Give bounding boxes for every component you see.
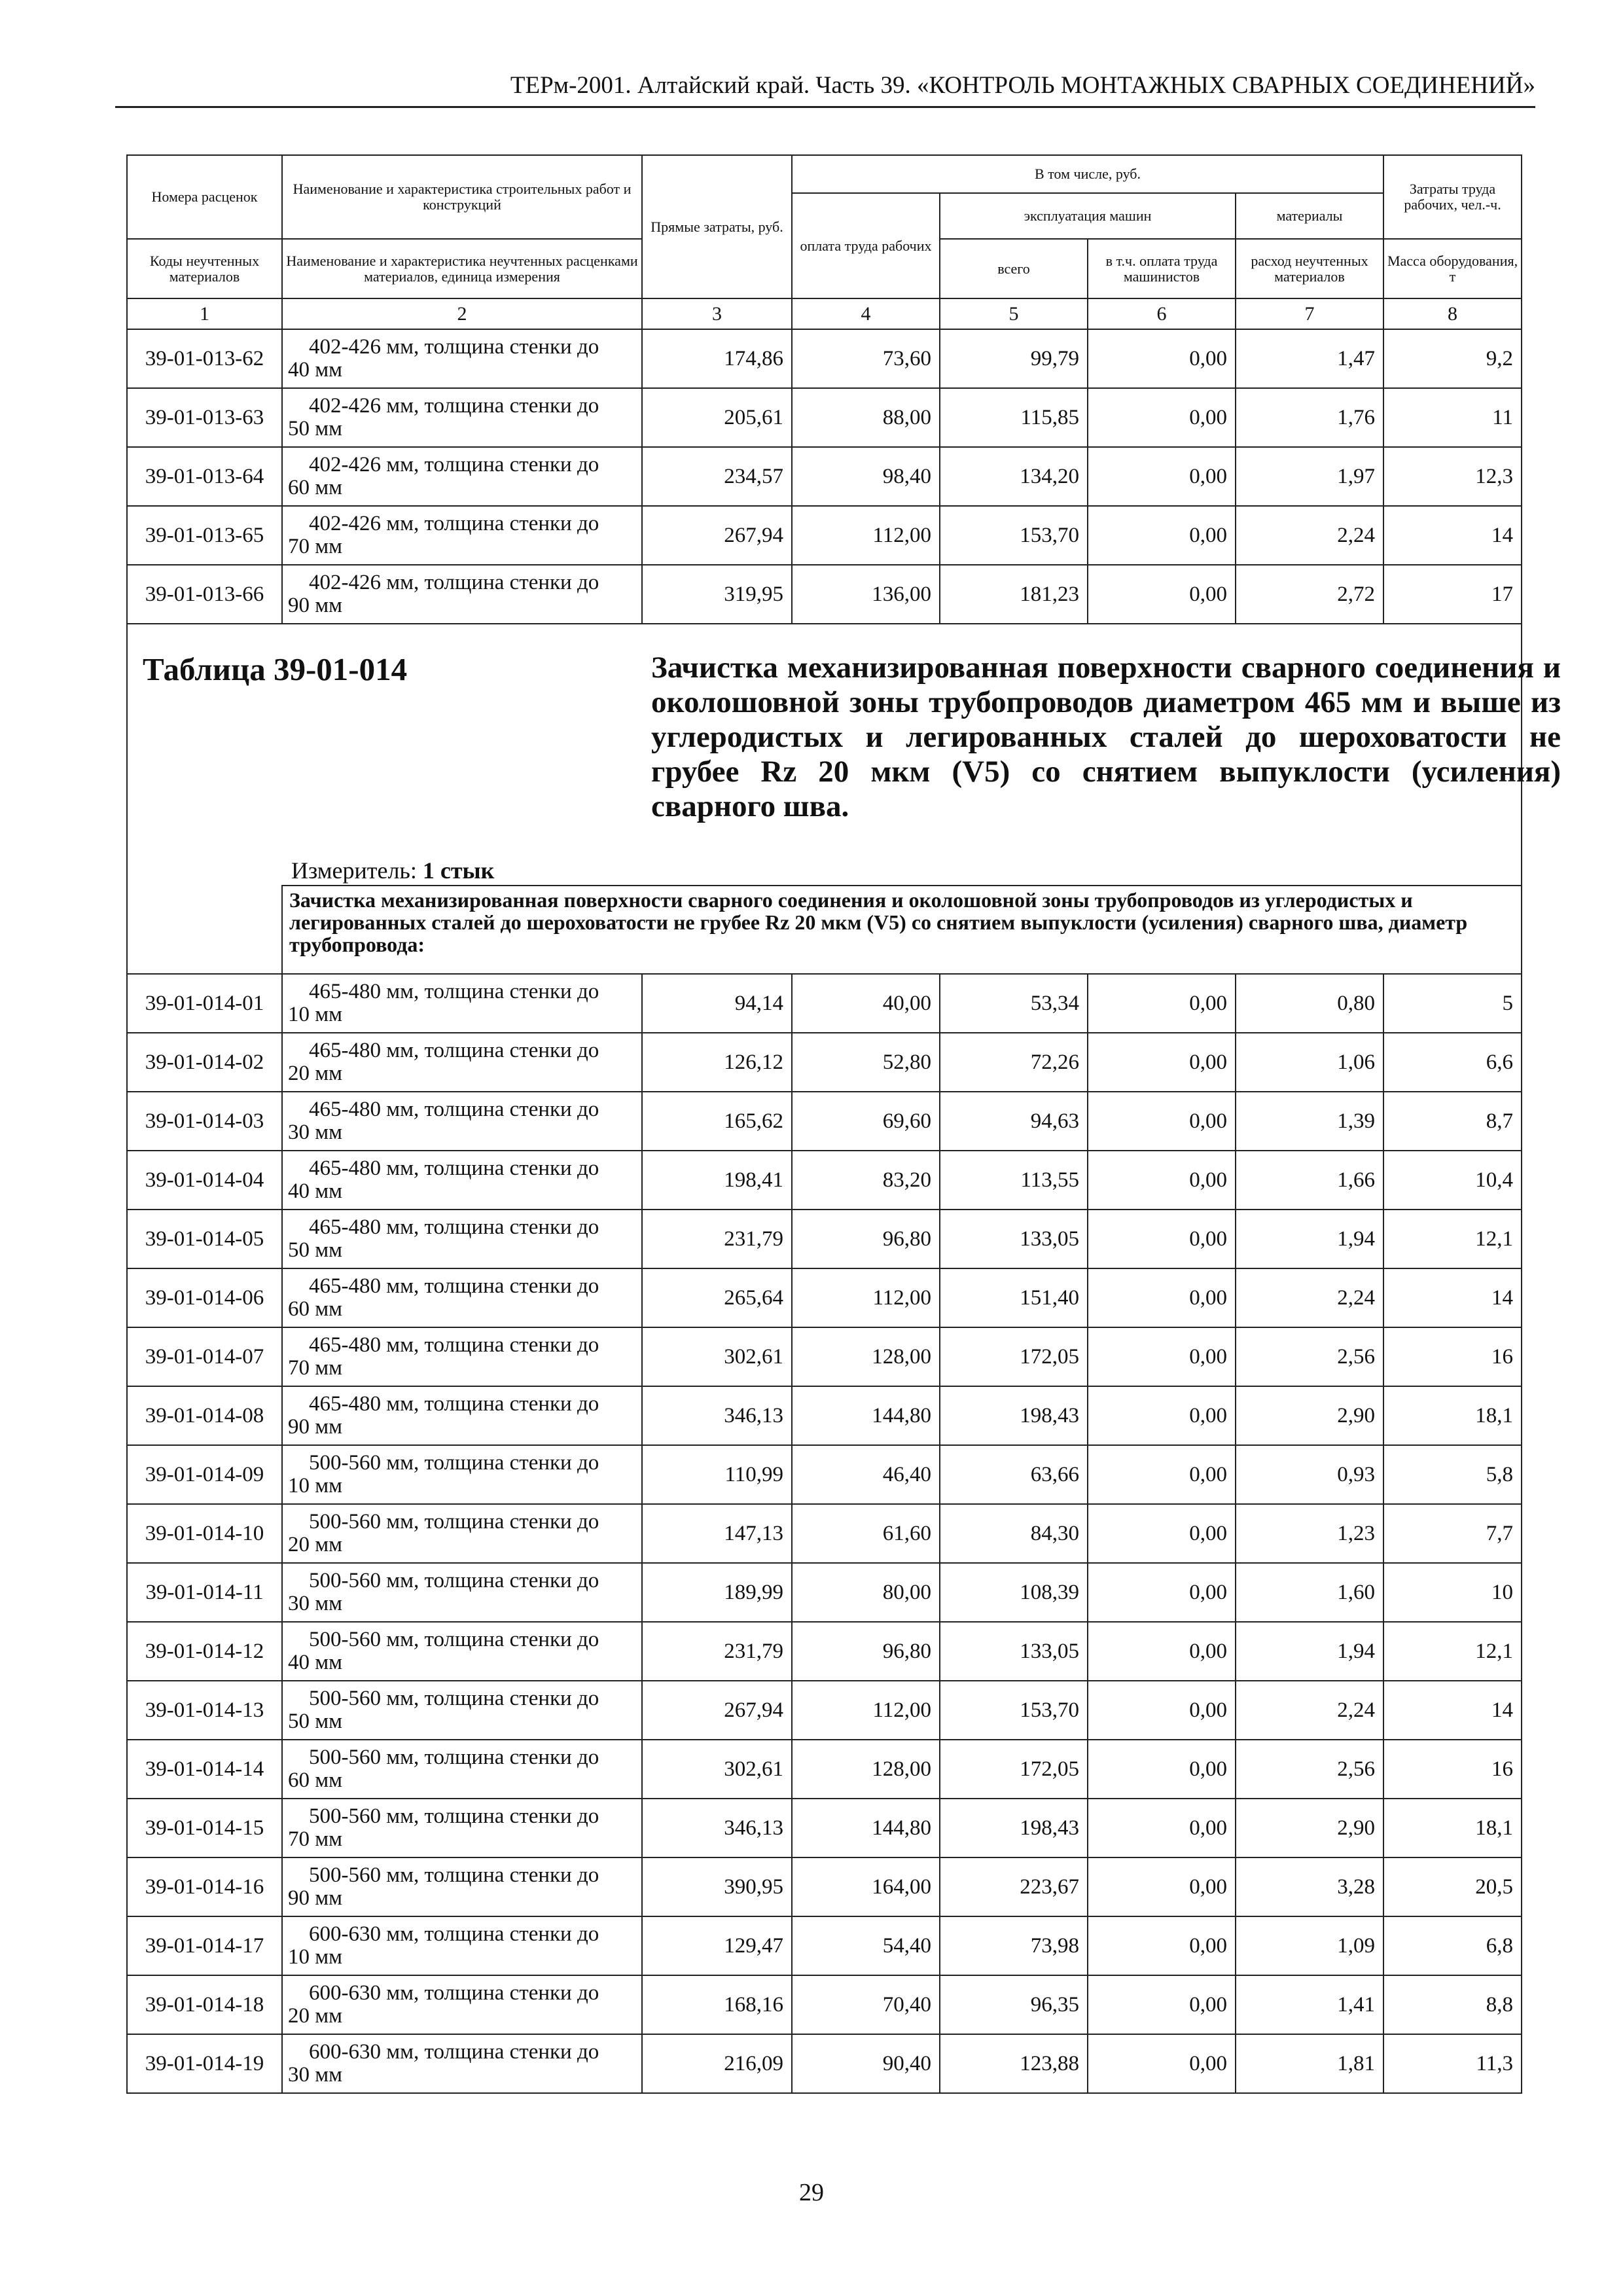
- materials-value: 2,56: [1236, 1327, 1383, 1386]
- labor-value: 7,7: [1383, 1504, 1522, 1563]
- worker-pay-value: 61,60: [792, 1504, 940, 1563]
- rates-table: [126, 154, 1561, 2094]
- materials-value: 1,41: [1236, 1975, 1383, 2034]
- worker-pay-value: 96,80: [792, 1210, 940, 1268]
- worker-pay-value: 112,00: [792, 1268, 940, 1327]
- table-row: [127, 1386, 1522, 1445]
- description-line: 600-630 мм, толщина стенки до: [309, 1981, 599, 2005]
- machine-total-value: 133,05: [940, 1622, 1088, 1681]
- operator-pay-value: 0,00: [1088, 565, 1236, 624]
- header-labor-costs: Затраты труда рабочих, чел.-ч.: [1383, 155, 1522, 239]
- work-description: [282, 1916, 642, 1975]
- direct-costs-value: 165,62: [642, 1092, 792, 1151]
- header-operator-pay: в т.ч. оплата труда машинистов: [1088, 239, 1236, 298]
- operator-pay-value: 0,00: [1088, 1740, 1236, 1799]
- operator-pay-value: 0,00: [1088, 1327, 1236, 1386]
- table-label: Таблица 39-01-014: [143, 651, 408, 687]
- materials-value: 1,47: [1236, 329, 1383, 388]
- materials-value: 2,24: [1236, 506, 1383, 565]
- machine-total-value: 181,23: [940, 565, 1088, 624]
- machine-total-value: 223,67: [940, 1857, 1088, 1916]
- table-row: [127, 565, 1522, 624]
- table-row: [127, 329, 1522, 388]
- table-row: [127, 1504, 1522, 1563]
- table-row: [127, 1210, 1522, 1268]
- header-material-codes: Коды неучтенных материалов: [127, 239, 282, 298]
- rate-code: 39-01-013-65: [127, 506, 282, 565]
- column-number: 1: [127, 298, 282, 329]
- table-title: Зачистка механизированная поверхности сварного соединения и околошовной зоны трубопроводов диаметром 465 мм и выше из углеродистых и легированных сталей до шероховатости не грубее Rz 20 мкм (V5) со снятием выпуклости (усиления) сварного шва.: [651, 651, 1561, 823]
- worker-pay-value: 128,00: [792, 1740, 940, 1799]
- description-line: 500-560 мм, толщина стенки до: [309, 1804, 599, 1828]
- direct-costs-value: 129,47: [642, 1916, 792, 1975]
- description-line: 90 мм: [288, 1886, 343, 1910]
- description-line: 465-480 мм, толщина стенки до: [309, 1098, 599, 1121]
- description-line: 20 мм: [288, 1533, 343, 1556]
- table-row: [127, 447, 1522, 506]
- work-description: [282, 1386, 642, 1445]
- operator-pay-value: 0,00: [1088, 1563, 1236, 1622]
- operator-pay-value: 0,00: [1088, 1151, 1236, 1210]
- labor-value: 16: [1383, 1327, 1522, 1386]
- description-line: 10 мм: [288, 1003, 343, 1026]
- operator-pay-value: 0,00: [1088, 1622, 1236, 1681]
- machine-total-value: 94,63: [940, 1092, 1088, 1151]
- labor-value: 20,5: [1383, 1857, 1522, 1916]
- table-row: [127, 1268, 1522, 1327]
- labor-value: 5,8: [1383, 1445, 1522, 1504]
- description-line: 465-480 мм, толщина стенки до: [309, 1333, 599, 1357]
- labor-value: 14: [1383, 506, 1522, 565]
- header-including: В том числе, руб.: [792, 155, 1383, 193]
- table-row: [127, 1799, 1522, 1857]
- description-line: 20 мм: [288, 1062, 343, 1085]
- direct-costs-value: 231,79: [642, 1622, 792, 1681]
- worker-pay-value: 90,40: [792, 2034, 940, 2093]
- header-worker-pay: оплата труда рабочих: [792, 193, 940, 298]
- description-line: 20 мм: [288, 2004, 343, 2028]
- table-row: [127, 974, 1522, 1033]
- operator-pay-value: 0,00: [1088, 506, 1236, 565]
- materials-value: 1,76: [1236, 388, 1383, 447]
- direct-costs-value: 168,16: [642, 1975, 792, 2034]
- machine-total-value: 198,43: [940, 1386, 1088, 1445]
- direct-costs-value: 346,13: [642, 1386, 792, 1445]
- worker-pay-value: 136,00: [792, 565, 940, 624]
- description-line: 465-480 мм, толщина стенки до: [309, 1039, 599, 1062]
- direct-costs-value: 302,61: [642, 1740, 792, 1799]
- description-line: 60 мм: [288, 476, 343, 499]
- operator-pay-value: 0,00: [1088, 974, 1236, 1033]
- worker-pay-value: 144,80: [792, 1386, 940, 1445]
- table-row: [127, 388, 1522, 447]
- operator-pay-value: 0,00: [1088, 1799, 1236, 1857]
- header-material-name: Наименование и характеристика неучтенных расценками материалов, единица измерения: [282, 239, 642, 298]
- labor-value: 6,6: [1383, 1033, 1522, 1092]
- table-row: [127, 1916, 1522, 1975]
- machine-total-value: 84,30: [940, 1504, 1088, 1563]
- operator-pay-value: 0,00: [1088, 1681, 1236, 1740]
- materials-value: 1,39: [1236, 1092, 1383, 1151]
- machine-total-value: 198,43: [940, 1799, 1088, 1857]
- header-equipment-mass: Масса оборудования, т: [1383, 239, 1522, 298]
- column-number: 8: [1383, 298, 1522, 329]
- description-line: 60 мм: [288, 1297, 343, 1321]
- labor-value: 6,8: [1383, 1916, 1522, 1975]
- header-work-name: Наименование и характеристика строительных работ и конструкций: [282, 155, 642, 239]
- rate-code: 39-01-013-62: [127, 329, 282, 388]
- description-line: 600-630 мм, толщина стенки до: [309, 2040, 599, 2064]
- description-line: 500-560 мм, толщина стенки до: [309, 1569, 599, 1592]
- measure-unit: [291, 857, 494, 884]
- materials-value: 2,56: [1236, 1740, 1383, 1799]
- machine-total-value: 99,79: [940, 329, 1088, 388]
- machine-total-value: 133,05: [940, 1210, 1088, 1268]
- worker-pay-value: 96,80: [792, 1622, 940, 1681]
- description-line: 402-426 мм, толщина стенки до: [309, 512, 599, 535]
- direct-costs-value: 110,99: [642, 1445, 792, 1504]
- description-line: 402-426 мм, толщина стенки до: [309, 453, 599, 476]
- column-number: 7: [1236, 298, 1383, 329]
- description-line: 40 мм: [288, 358, 343, 382]
- header-unaccounted-materials: расход неучтенных материалов: [1236, 239, 1383, 298]
- labor-value: 11,3: [1383, 2034, 1522, 2093]
- worker-pay-value: 54,40: [792, 1916, 940, 1975]
- worker-pay-value: 69,60: [792, 1092, 940, 1151]
- page-number: 29: [799, 2179, 824, 2206]
- work-description: [282, 447, 642, 506]
- work-description: [282, 1033, 642, 1092]
- description-line: 70 мм: [288, 535, 343, 558]
- direct-costs-value: 126,12: [642, 1033, 792, 1092]
- column-number: 5: [940, 298, 1088, 329]
- operator-pay-value: 0,00: [1088, 1210, 1236, 1268]
- section-row: [127, 886, 1522, 974]
- rate-code: 39-01-013-64: [127, 447, 282, 506]
- description-line: 402-426 мм, толщина стенки до: [309, 571, 599, 594]
- machine-total-value: 123,88: [940, 2034, 1088, 2093]
- rate-code: 39-01-013-66: [127, 565, 282, 624]
- machine-total-value: 151,40: [940, 1268, 1088, 1327]
- labor-value: 18,1: [1383, 1386, 1522, 1445]
- materials-value: 2,72: [1236, 565, 1383, 624]
- work-description: [282, 1857, 642, 1916]
- work-description: [282, 2034, 642, 2093]
- direct-costs-value: 147,13: [642, 1504, 792, 1563]
- rate-code: 39-01-014-08: [127, 1386, 282, 1445]
- materials-value: 1,94: [1236, 1622, 1383, 1681]
- operator-pay-value: 0,00: [1088, 1386, 1236, 1445]
- header-rate-numbers: Номера расценок: [127, 155, 282, 239]
- worker-pay-value: 46,40: [792, 1445, 940, 1504]
- header-materials: материалы: [1236, 193, 1383, 239]
- table-title-row: [127, 624, 1522, 886]
- work-description: [282, 506, 642, 565]
- worker-pay-value: 128,00: [792, 1327, 940, 1386]
- labor-value: 11: [1383, 388, 1522, 447]
- description-line: 90 мм: [288, 594, 343, 617]
- column-number: 4: [792, 298, 940, 329]
- labor-value: 8,7: [1383, 1092, 1522, 1151]
- labor-value: 9,2: [1383, 329, 1522, 388]
- operator-pay-value: 0,00: [1088, 1504, 1236, 1563]
- table-title-block: [127, 624, 1561, 886]
- machine-total-value: 153,70: [940, 1681, 1088, 1740]
- worker-pay-value: 98,40: [792, 447, 940, 506]
- description-line: 465-480 мм, толщина стенки до: [309, 1274, 599, 1298]
- operator-pay-value: 0,00: [1088, 1916, 1236, 1975]
- work-description: [282, 1268, 642, 1327]
- machine-total-value: 172,05: [940, 1740, 1088, 1799]
- table-row: [127, 1622, 1522, 1681]
- materials-value: 2,90: [1236, 1386, 1383, 1445]
- description-line: 465-480 мм, толщина стенки до: [309, 1392, 599, 1416]
- work-description: [282, 1563, 642, 1622]
- rate-code: 39-01-014-06: [127, 1268, 282, 1327]
- description-line: 60 мм: [288, 1768, 343, 1792]
- description-line: 402-426 мм, толщина стенки до: [309, 335, 599, 359]
- header-machine-total: всего: [940, 239, 1088, 298]
- description-line: 90 мм: [288, 1415, 343, 1439]
- operator-pay-value: 0,00: [1088, 329, 1236, 388]
- rate-code: 39-01-014-13: [127, 1681, 282, 1740]
- direct-costs-value: 216,09: [642, 2034, 792, 2093]
- rate-code: 39-01-014-02: [127, 1033, 282, 1092]
- machine-total-value: 113,55: [940, 1151, 1088, 1210]
- worker-pay-value: 70,40: [792, 1975, 940, 2034]
- table-row: [127, 1563, 1522, 1622]
- materials-value: 2,24: [1236, 1268, 1383, 1327]
- description-line: 30 мм: [288, 2063, 343, 2087]
- operator-pay-value: 0,00: [1088, 1033, 1236, 1092]
- work-description: [282, 1445, 642, 1504]
- rate-code: 39-01-013-63: [127, 388, 282, 447]
- description-line: 600-630 мм, толщина стенки до: [309, 1922, 599, 1946]
- operator-pay-value: 0,00: [1088, 1092, 1236, 1151]
- measure-label: Измеритель:: [291, 857, 417, 884]
- operator-pay-value: 0,00: [1088, 2034, 1236, 2093]
- direct-costs-value: 302,61: [642, 1327, 792, 1386]
- description-line: 40 мм: [288, 1179, 343, 1203]
- labor-value: 10,4: [1383, 1151, 1522, 1210]
- description-line: 500-560 мм, толщина стенки до: [309, 1628, 599, 1651]
- rate-code: 39-01-014-07: [127, 1327, 282, 1386]
- materials-value: 1,66: [1236, 1151, 1383, 1210]
- description-line: 50 мм: [288, 1710, 343, 1733]
- header-direct-costs: Прямые затраты, руб.: [642, 155, 792, 298]
- labor-value: 12,3: [1383, 447, 1522, 506]
- rate-code: 39-01-014-10: [127, 1504, 282, 1563]
- worker-pay-value: 88,00: [792, 388, 940, 447]
- labor-value: 14: [1383, 1268, 1522, 1327]
- direct-costs-value: 265,64: [642, 1268, 792, 1327]
- direct-costs-value: 198,41: [642, 1151, 792, 1210]
- work-description: [282, 1622, 642, 1681]
- rate-code: 39-01-014-17: [127, 1916, 282, 1975]
- machine-total-value: 72,26: [940, 1033, 1088, 1092]
- labor-value: 16: [1383, 1740, 1522, 1799]
- direct-costs-value: 174,86: [642, 329, 792, 388]
- work-description: [282, 388, 642, 447]
- table-row: [127, 1857, 1522, 1916]
- rate-code: 39-01-014-18: [127, 1975, 282, 2034]
- work-description: [282, 1210, 642, 1268]
- labor-value: 12,1: [1383, 1622, 1522, 1681]
- description-line: 465-480 мм, толщина стенки до: [309, 1215, 599, 1239]
- operator-pay-value: 0,00: [1088, 1857, 1236, 1916]
- description-line: 465-480 мм, толщина стенки до: [309, 1157, 599, 1180]
- machine-total-value: 153,70: [940, 506, 1088, 565]
- machine-total-value: 108,39: [940, 1563, 1088, 1622]
- running-header: ТЕРм-2001. Алтайский край. Часть 39. «КОНТРОЛЬ МОНТАЖНЫХ СВАРНЫХ СОЕДИНЕНИЙ»: [115, 65, 1535, 108]
- table-row: [127, 1975, 1522, 2034]
- worker-pay-value: 52,80: [792, 1033, 940, 1092]
- work-description: [282, 1327, 642, 1386]
- rate-code: 39-01-014-19: [127, 2034, 282, 2093]
- work-description: [282, 1151, 642, 1210]
- table-row: [127, 1681, 1522, 1740]
- description-line: 10 мм: [288, 1474, 343, 1498]
- work-description: [282, 974, 642, 1033]
- table-row: [127, 1151, 1522, 1210]
- machine-total-value: 73,98: [940, 1916, 1088, 1975]
- machine-total-value: 115,85: [940, 388, 1088, 447]
- direct-costs-value: 319,95: [642, 565, 792, 624]
- worker-pay-value: 144,80: [792, 1799, 940, 1857]
- labor-value: 18,1: [1383, 1799, 1522, 1857]
- direct-costs-value: 346,13: [642, 1799, 792, 1857]
- description-line: 500-560 мм, толщина стенки до: [309, 1746, 599, 1769]
- measure-value: 1 стык: [422, 857, 495, 884]
- materials-value: 1,94: [1236, 1210, 1383, 1268]
- header-machine-operation: эксплуатация машин: [940, 193, 1236, 239]
- machine-total-value: 134,20: [940, 447, 1088, 506]
- machine-total-value: 96,35: [940, 1975, 1088, 2034]
- labor-value: 5: [1383, 974, 1522, 1033]
- section-description: Зачистка механизированная поверхности сварного соединения и околошовной зоны трубопроводов из углеродистых и легированных сталей до шероховатости не грубее Rz 20 мкм (V5) со снятием выпуклости (усиления) сварного шва, диаметр трубопровода:: [282, 886, 1522, 974]
- worker-pay-value: 112,00: [792, 1681, 940, 1740]
- work-description: [282, 1975, 642, 2034]
- machine-total-value: 63,66: [940, 1445, 1088, 1504]
- table-row: [127, 1092, 1522, 1151]
- rate-code: 39-01-014-05: [127, 1210, 282, 1268]
- worker-pay-value: 164,00: [792, 1857, 940, 1916]
- materials-value: 1,97: [1236, 447, 1383, 506]
- labor-value: 8,8: [1383, 1975, 1522, 2034]
- labor-value: 12,1: [1383, 1210, 1522, 1268]
- table-row: [127, 1740, 1522, 1799]
- rate-code: 39-01-014-04: [127, 1151, 282, 1210]
- rate-code: 39-01-014-03: [127, 1092, 282, 1151]
- description-line: 500-560 мм, толщина стенки до: [309, 1687, 599, 1710]
- table-row: [127, 1033, 1522, 1092]
- description-line: 30 мм: [288, 1592, 343, 1615]
- table-row: [127, 1445, 1522, 1504]
- worker-pay-value: 83,20: [792, 1151, 940, 1210]
- rate-code: 39-01-014-14: [127, 1740, 282, 1799]
- direct-costs-value: 205,61: [642, 388, 792, 447]
- materials-value: 1,06: [1236, 1033, 1383, 1092]
- worker-pay-value: 73,60: [792, 329, 940, 388]
- worker-pay-value: 40,00: [792, 974, 940, 1033]
- direct-costs-value: 267,94: [642, 506, 792, 565]
- materials-value: 0,93: [1236, 1445, 1383, 1504]
- column-number: 2: [282, 298, 642, 329]
- description-line: 500-560 мм, толщина стенки до: [309, 1451, 599, 1475]
- labor-value: 14: [1383, 1681, 1522, 1740]
- column-number: 6: [1088, 298, 1236, 329]
- operator-pay-value: 0,00: [1088, 1445, 1236, 1504]
- description-line: 50 мм: [288, 417, 343, 440]
- labor-value: 17: [1383, 565, 1522, 624]
- work-description: [282, 1092, 642, 1151]
- worker-pay-value: 112,00: [792, 506, 940, 565]
- materials-value: 1,23: [1236, 1504, 1383, 1563]
- materials-value: 2,24: [1236, 1681, 1383, 1740]
- work-description: [282, 329, 642, 388]
- materials-value: 1,81: [1236, 2034, 1383, 2093]
- rate-code: 39-01-014-11: [127, 1563, 282, 1622]
- direct-costs-value: 267,94: [642, 1681, 792, 1740]
- description-line: 500-560 мм, толщина стенки до: [309, 1863, 599, 1887]
- operator-pay-value: 0,00: [1088, 1975, 1236, 2034]
- description-line: 40 мм: [288, 1651, 343, 1674]
- operator-pay-value: 0,00: [1088, 1268, 1236, 1327]
- description-line: 70 мм: [288, 1827, 343, 1851]
- direct-costs-value: 390,95: [642, 1857, 792, 1916]
- table-row: [127, 2034, 1522, 2093]
- materials-value: 3,28: [1236, 1857, 1383, 1916]
- rate-code: 39-01-014-09: [127, 1445, 282, 1504]
- direct-costs-value: 231,79: [642, 1210, 792, 1268]
- section-spacer: [127, 886, 282, 974]
- materials-value: 2,90: [1236, 1799, 1383, 1857]
- description-line: 500-560 мм, толщина стенки до: [309, 1510, 599, 1534]
- rate-code: 39-01-014-12: [127, 1622, 282, 1681]
- machine-total-value: 172,05: [940, 1327, 1088, 1386]
- labor-value: 10: [1383, 1563, 1522, 1622]
- description-line: 402-426 мм, толщина стенки до: [309, 394, 599, 418]
- worker-pay-value: 80,00: [792, 1563, 940, 1622]
- description-line: 70 мм: [288, 1356, 343, 1380]
- materials-value: 1,09: [1236, 1916, 1383, 1975]
- rate-code: 39-01-014-01: [127, 974, 282, 1033]
- column-number: 3: [642, 298, 792, 329]
- rate-code: 39-01-014-16: [127, 1857, 282, 1916]
- direct-costs-value: 189,99: [642, 1563, 792, 1622]
- description-line: 30 мм: [288, 1121, 343, 1144]
- work-description: [282, 1681, 642, 1740]
- materials-value: 0,80: [1236, 974, 1383, 1033]
- direct-costs-value: 94,14: [642, 974, 792, 1033]
- rate-code: 39-01-014-15: [127, 1799, 282, 1857]
- description-line: 50 мм: [288, 1238, 343, 1262]
- description-line: 465-480 мм, толщина стенки до: [309, 980, 599, 1003]
- description-line: 10 мм: [288, 1945, 343, 1969]
- direct-costs-value: 234,57: [642, 447, 792, 506]
- table-row: [127, 506, 1522, 565]
- operator-pay-value: 0,00: [1088, 447, 1236, 506]
- work-description: [282, 1799, 642, 1857]
- table-row: [127, 1327, 1522, 1386]
- work-description: [282, 1740, 642, 1799]
- operator-pay-value: 0,00: [1088, 388, 1236, 447]
- machine-total-value: 53,34: [940, 974, 1088, 1033]
- materials-value: 1,60: [1236, 1563, 1383, 1622]
- work-description: [282, 565, 642, 624]
- work-description: [282, 1504, 642, 1563]
